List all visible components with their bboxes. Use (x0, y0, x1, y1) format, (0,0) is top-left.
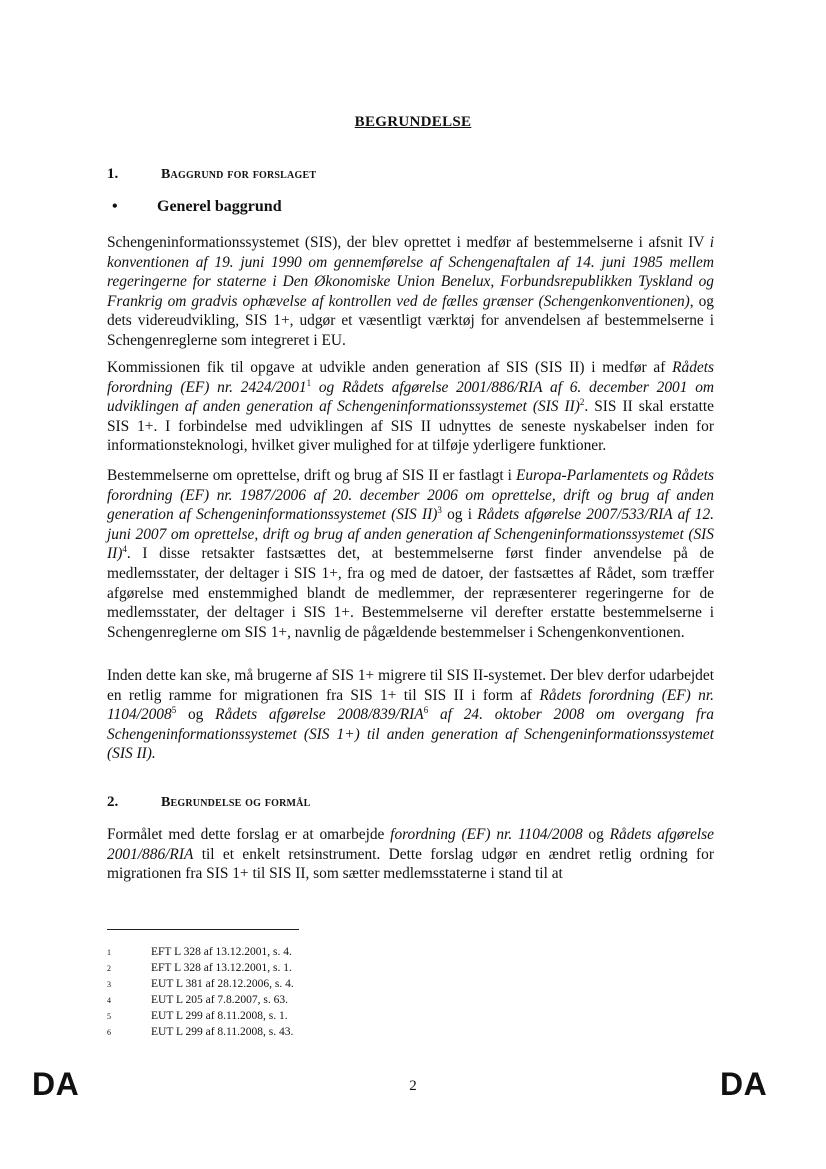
subheading-text: Generel baggrund (157, 198, 282, 215)
text-run: og (176, 706, 216, 724)
text-run-italic: Rådets afgørelse 2001/886/RIA (107, 826, 714, 863)
paragraph-5 (107, 825, 714, 884)
section-number: 2. (107, 794, 119, 810)
text-run-italic: af 24. oktober 2008 om overgang fra Schengeninformationssystemet (SIS 1+) til anden generation af Schengeninformationssystemet (SIS II). (107, 706, 715, 763)
subheading (112, 198, 282, 216)
text-run-italic: Rådets forordning (EF) nr. 1104/2008 (107, 686, 714, 724)
footnote (107, 994, 507, 1008)
footnote-text: EUT L 381 af 28.12.2006, s. 4. (151, 978, 294, 990)
footnote-divider (107, 929, 299, 930)
footnote-number: 5 (107, 1012, 111, 1021)
bullet-icon: • (112, 198, 118, 215)
footnote-text: EUT L 299 af 8.11.2008, s. 1. (151, 1010, 288, 1022)
text-run: , og dets videreudvikling, SIS 1+, udgør et væsentligt værktøj for anvendelsen af bestemmelserne i Schengenreglerne som integreret i EU. (107, 292, 714, 349)
section-heading-1 (107, 166, 316, 183)
footnote (107, 1010, 507, 1024)
text-run: til et enkelt retsinstrument. Dette forslag udgør en ændret retlig ordning for migrationen fra SIS 1+ til SIS II, som sætter medlemsstaterne i stand til at (107, 845, 714, 883)
section-number: 1. (107, 166, 119, 182)
text-run: Schengeninformationssystemet (SIS), der blev oprettet i medfør af bestemmelserne i afsnit IV (107, 234, 710, 251)
footnote-ref: 2 (579, 397, 585, 408)
page-title: BEGRUNDELSE (354, 114, 472, 130)
paragraph-4 (107, 666, 714, 764)
text-run-italic: Europa-Parlamentets og Rådets forordning (EF) nr. 1987/2006 af 20. december 2006 om oprettelse, drift og brug af anden generation af Schengeninformationssystemet (SIS II) (107, 467, 714, 524)
footnote-number: 4 (107, 996, 111, 1005)
footnote-ref: 1 (306, 377, 312, 388)
footnote-ref: 3 (437, 505, 442, 516)
section-title: Baggrund for forslaget (161, 167, 317, 182)
text-run-italic: og Rådets afgørelse 2001/886/RIA af 6. december 2001 om udviklingen af anden generation af Schengeninformationssystemet (SIS II) (107, 378, 714, 416)
text-run: Bestemmelserne om oprettelse, drift og brug af SIS II er fastlagt i (107, 467, 516, 484)
text-run: . I disse retsakter fastsættes det, at bestemmelserne først finder anvendelse på de medlemsstater, der deltager i SIS 1+, fra og med de datoer, der fastsættes af Rådet, som træffer afgørelse med enstemmighed blandt de medlemmer, der repræsenterer regeringerne for de medlemsstater, der deltager i SIS 1+. Bestemmelserne vil derefter erstatte bestemmelserne i Schengenreglerne om SIS 1+, navnlig de pågældende bestemmelser i Schengenkonventionen. (107, 545, 714, 641)
text-run: og i (441, 506, 478, 524)
footnote (107, 978, 507, 992)
footnote-text: EFT L 328 af 13.12.2001, s. 4. (151, 946, 292, 958)
text-run-italic: i konventionen af 19. juni 1990 om gennemførelse af Schengenaftalen af 14. juni 1985 mellem regeringerne for staterne i Den Økonomiske Union Benelux, Forbundsrepublikken Tyskland og Frankrig om gradvis ophævelse af kontrollen ved de fælles grænser (Schengenkonventionen) (107, 234, 714, 310)
footnote-ref: 4 (122, 544, 127, 555)
footnote-number: 2 (107, 964, 111, 973)
text-run-italic: forordning (EF) nr. 1104/2008 (390, 826, 583, 843)
footnote (107, 946, 507, 960)
footnote-text: EUT L 205 af 7.8.2007, s. 63. (151, 994, 289, 1006)
language-code-right: DA (720, 1066, 768, 1102)
footnote (107, 1026, 507, 1040)
section-title: Begrundelse og formål (161, 795, 311, 810)
text-run: . SIS II skal erstatte SIS 1+. I forbindelse med udviklingen af SIS II udnyttes de seneste nyskabelser inden for informationsteknologi, hvilket giver mulighed for at tilføje yderligere funktioner. (107, 398, 714, 455)
text-run-italic: Rådets afgørelse 2008/839/RIA (215, 706, 424, 724)
footnote-text: EFT L 328 af 13.12.2001, s. 1. (151, 962, 292, 974)
footnote-ref: 6 (423, 705, 429, 716)
text-run-italic: Rådets forordning (EF) nr. 2424/2001 (107, 359, 714, 396)
footnote (107, 962, 507, 976)
text-run-italic: Rådets afgørelse 2007/533/RIA af 12. juni 2007 om oprettelse, drift og brug af anden generation af Schengeninformationssystemet (SIS II) (107, 506, 715, 563)
footnote-ref: 5 (171, 705, 177, 716)
footnote-text: EUT L 299 af 8.11.2008, s. 43. (151, 1026, 294, 1038)
footnote-number: 6 (107, 1028, 111, 1037)
text-run: Kommissionen fik til opgave at udvikle anden generation af SIS (SIS II) i medfør af (107, 359, 673, 376)
text-run: og (582, 826, 610, 843)
paragraph-2 (107, 358, 714, 456)
text-run: Inden dette kan ske, må brugerne af SIS 1+ migrere til SIS II-systemet. Der blev derfor udarbejdet en retlig ramme for migrationen fra SIS 1+ til SIS II i form af (107, 667, 714, 704)
paragraph-3 (107, 466, 714, 642)
footnote-number: 1 (107, 948, 111, 957)
text-run: Formålet med dette forslag er at omarbejde (107, 826, 391, 843)
paragraph-1 (107, 233, 714, 351)
footnote-number: 3 (107, 980, 111, 989)
section-heading-2 (107, 794, 310, 811)
page-number: 2 (409, 1078, 417, 1094)
language-code-left: DA (32, 1066, 80, 1102)
